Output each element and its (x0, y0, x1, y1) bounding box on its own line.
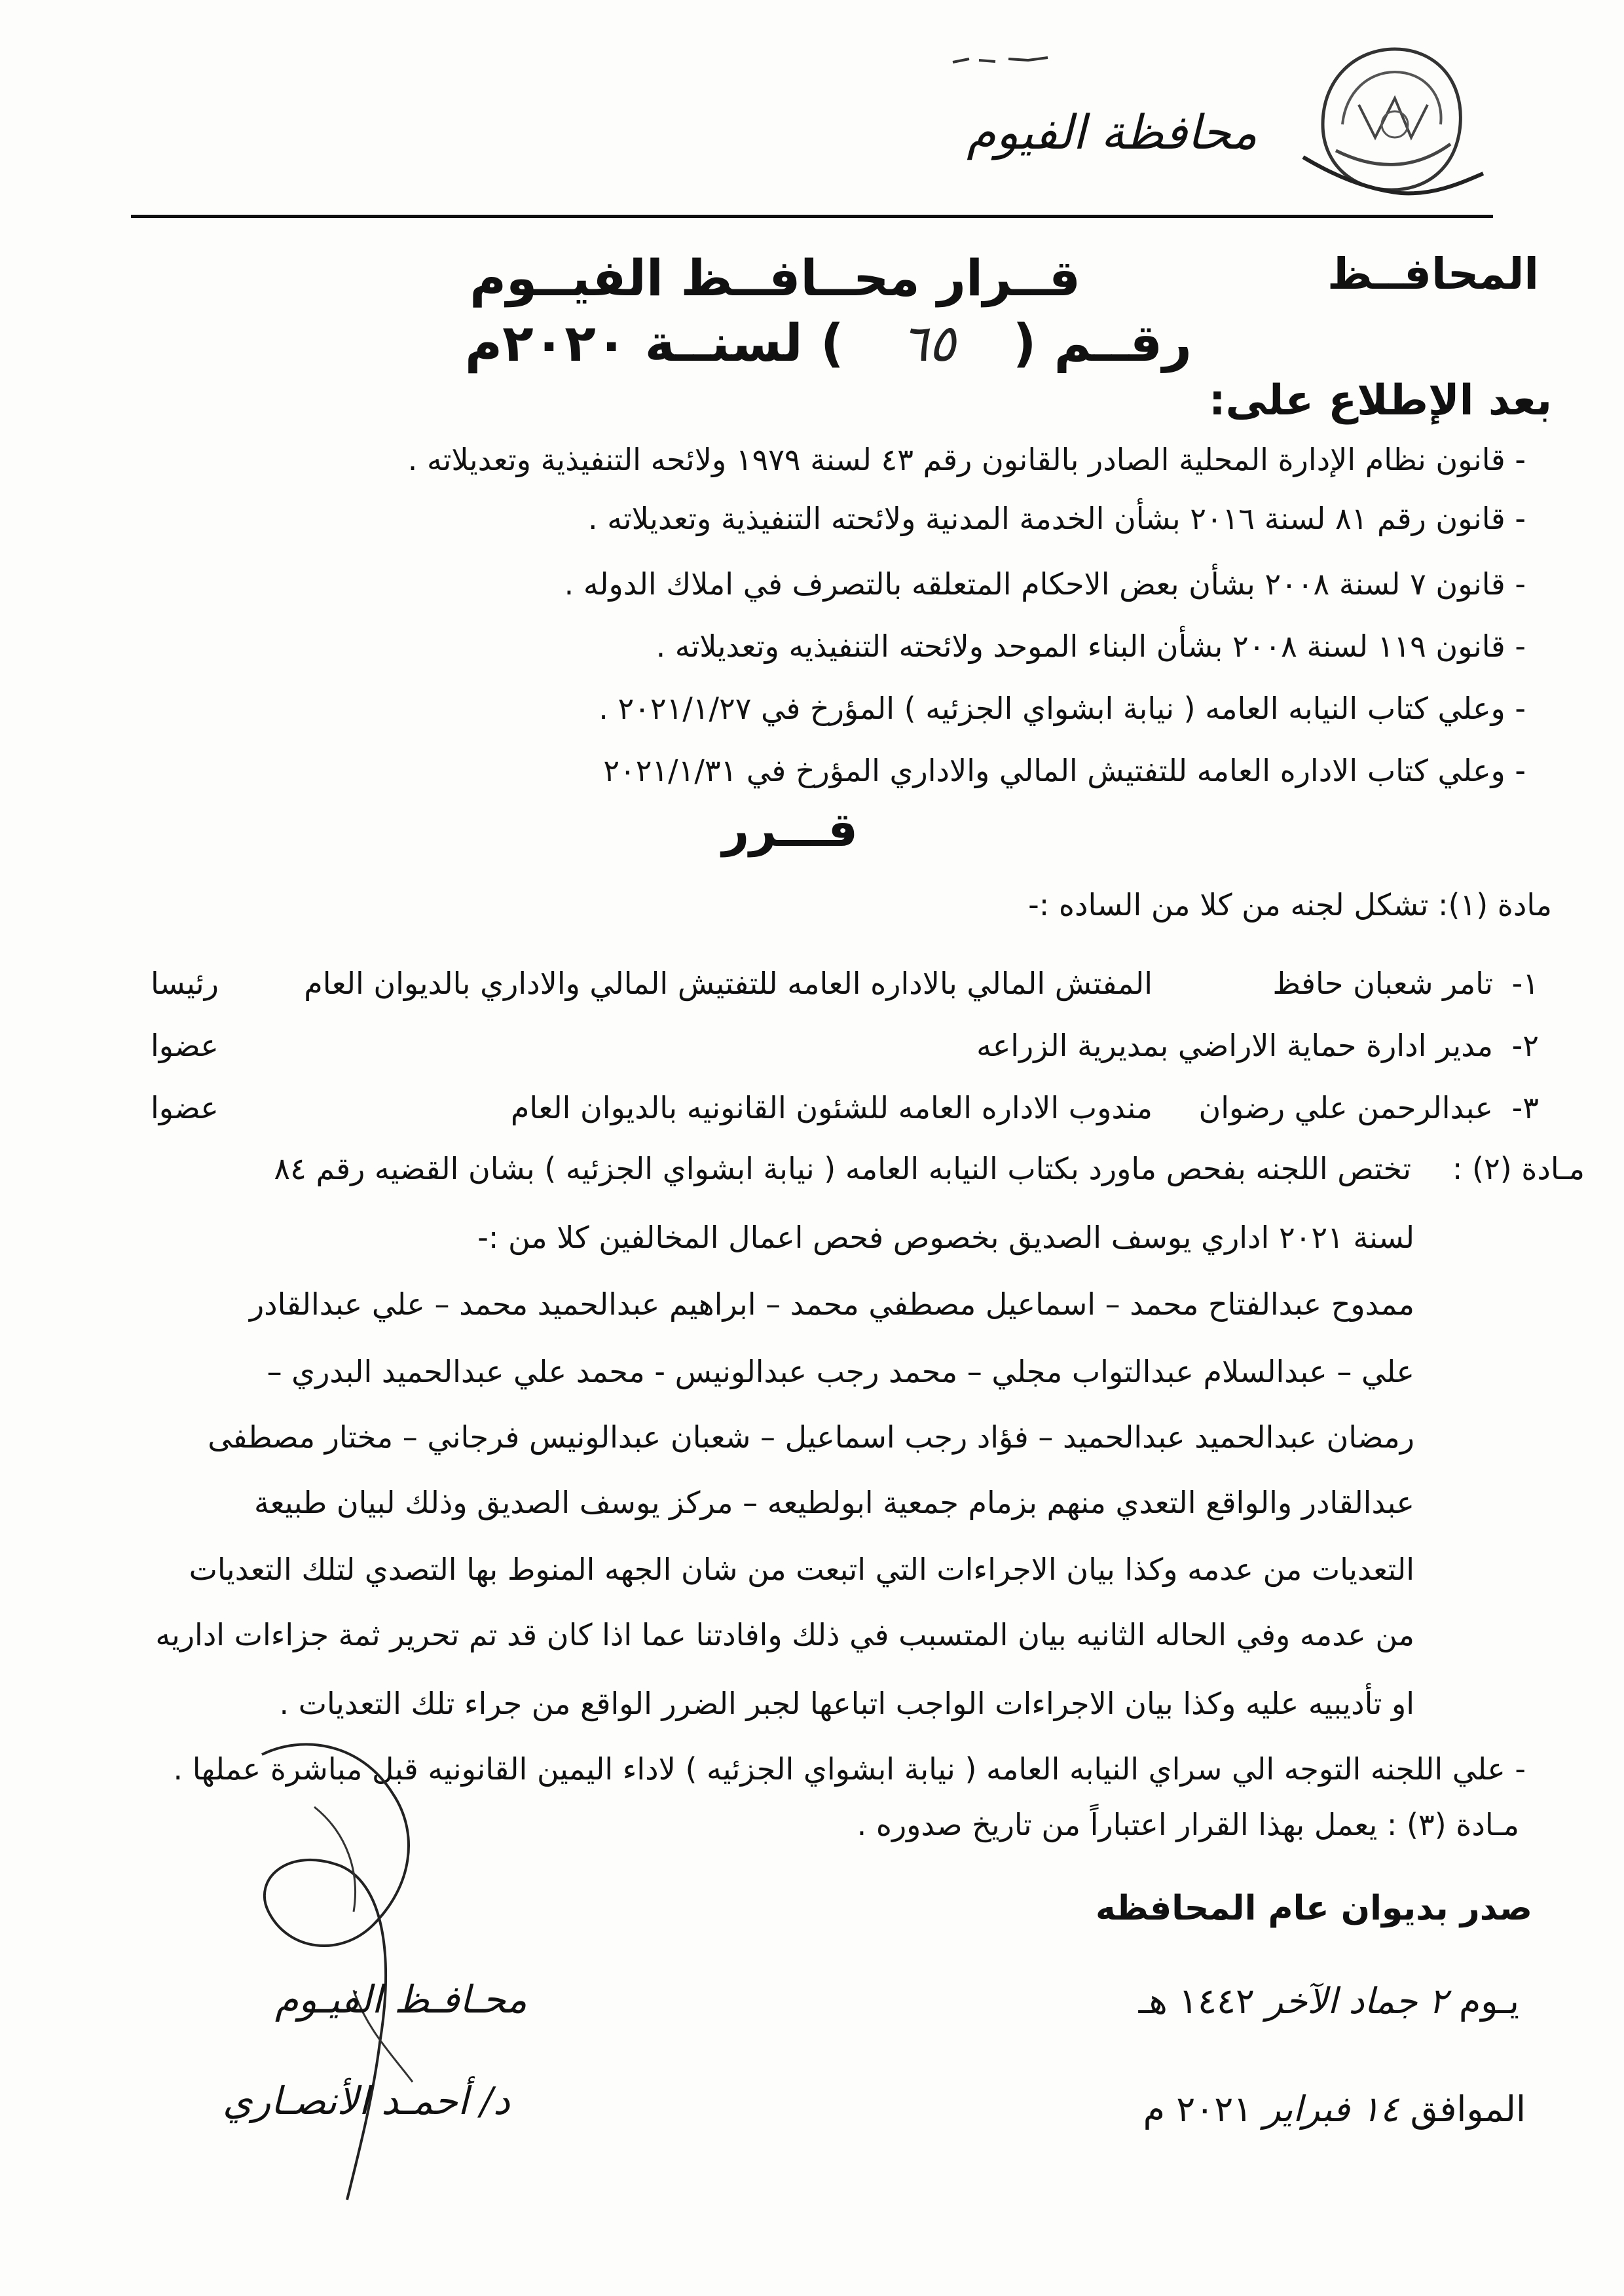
decree-number (465, 314, 1192, 373)
article-2-line: رمضان عبدالحميد عبدالحميد – فؤاد رجب اسماعيل – شعبان عبدالونيس فرجاني – مختار مصطفى (208, 1419, 1414, 1455)
article-2-line: التعديات من عدمه وكذا بيان الاجراءات التي اتبعت من شان الجهه المنوط بها التصدي لتلك التعديات (189, 1552, 1414, 1587)
law-item: - قانون رقم ٨١ لسنة ٢٠١٦ بشأن الخدمة المدنية ولائحته التنفيذية وتعديلاته . (587, 501, 1526, 536)
member-title: مندوب الاداره العامه للشئون القانونيه بالديوان العام (510, 1090, 1153, 1125)
signatory-name: د/ أحمـد الأنصـاري (223, 2079, 510, 2123)
governor-label: المحافــظ (1327, 249, 1539, 299)
law-item: - قانون نظام الإدارة المحلية الصادر بالقانون رقم ٤٣ لسنة ١٩٧٩ ولائحه التنفيذية وتعديلاته . (407, 442, 1526, 477)
top-scribble-mark (950, 46, 1080, 72)
article-2-label: مـادة (٢) : (1452, 1151, 1585, 1186)
article-2-line: تختص اللجنه بفحص ماورد بكتاب النيابه العامه ( نيابة ابشواي الجزئيه ) بشان القضيه رقم ٨٤ (274, 1151, 1411, 1186)
hijri-handwritten: ٢ جماد الآخر (1266, 1980, 1448, 2022)
preamble-heading: بعد الإطلاع على: (1208, 376, 1552, 425)
article-2-line: لسنة ٢٠٢١ اداري يوسف الصديق بخصوص فحص اعمال المخالفين كلا من :- (477, 1220, 1414, 1255)
article-2-line: عبدالقادر والواقع التعدي منهم بزمام جمعية ابولطيعه – مركز يوسف الصديق وذلك لبيان طبيعة (254, 1485, 1414, 1520)
hijri-year: ١٤٤٢ هـ (1138, 1980, 1255, 2022)
day-label: يـوم (1458, 1980, 1519, 2022)
member-title: المفتش المالي بالاداره العامه للتفتيش المالي والاداري بالديوان العام (304, 966, 1153, 1001)
match-label: الموافق (1410, 2088, 1526, 2130)
member-role: عضوا (151, 1028, 219, 1063)
decision-heading: قـــرر (722, 802, 858, 857)
member-number: ٣- (1511, 1090, 1539, 1125)
article-3-text: مـادة (٣) : يعمل بهذا القرار اعتباراً من تاريخ صدوره . (857, 1807, 1519, 1842)
gregorian-date (1143, 2088, 1526, 2130)
law-item: - قانون ٧ لسنة ٢٠٠٨ بشأن بعض الاحكام المتعلقه بالتصرف في املاك الدوله . (564, 566, 1526, 602)
law-item: - وعلي كتاب النيابه العامه ( نيابة ابشواي الجزئيه ) المؤرخ في ٢٠٢١/١/٢٧ . (599, 691, 1526, 726)
governorate-emblem-icon (1297, 26, 1486, 216)
gregorian-handwritten: ١٤ فبراير (1263, 2088, 1399, 2130)
decree-title: قــرار محــافــظ الفيــوم (470, 249, 1080, 307)
article-2-line: من عدمه وفي الحاله الثانيه بيان المتسبب في ذلك وافادتنا عما اذا كان قد تم تحرير ثمة جزاءات اداريه (155, 1617, 1414, 1652)
decree-number-prefix: رقــم ( (1012, 314, 1192, 373)
member-name: تامر شعبان حافظ (1272, 966, 1493, 1001)
governor-signature (196, 1715, 471, 2213)
member-role: رئيسا (151, 966, 219, 1001)
article-2-note: - علي اللجنه التوجه الي سراي النيابه العامه ( نيابة ابشواي الجزئيه ) لاداء اليمين القانونيه قبل مباشرة عملها . (173, 1751, 1526, 1787)
decree-number-suffix: ) لسنــة ٢٠٢٠م (464, 314, 844, 373)
gregorian-year: ٢٠٢١ م (1143, 2088, 1253, 2130)
hijri-date (1139, 1980, 1519, 2022)
signatory-title: محـافـظ الفيـوم (275, 1977, 527, 2022)
decree-number-value: ٦٥ (900, 314, 956, 373)
member-number: ١- (1511, 966, 1539, 1001)
member-name: عبدالرحمن علي رضوان (1198, 1090, 1493, 1125)
article-1-text: مادة (١): تشكل لجنه من كلا من الساده :- (1028, 887, 1552, 922)
header-divider (131, 215, 1493, 218)
law-item: - قانون ١١٩ لسنة ٢٠٠٨ بشأن البناء الموحد ولائحته التنفيذيه وتعديلاته . (655, 629, 1526, 664)
member-number: ٢- (1511, 1028, 1539, 1063)
governorate-name: محافظة الفيوم (967, 105, 1257, 160)
article-2-line: او تأديبيه عليه وكذا بيان الاجراءات الواجب اتباعها لجبر الضرر الواقع من جراء تلك التعديات . (279, 1686, 1414, 1721)
article-2-line: علي – عبدالسلام عبدالتواب مجلي – محمد رجب عبدالونيس - محمد علي عبدالحميد البدري – (267, 1354, 1414, 1389)
member-role: عضوا (151, 1090, 219, 1125)
law-item: - وعلي كتاب الاداره العامه للتفتيش المالي والاداري المؤرخ في ٢٠٢١/١/٣١ (603, 753, 1526, 788)
article-2-line: ممدوح عبدالفتاح محمد – اسماعيل مصطفي محمد – ابراهيم عبدالحميد محمد – علي عبدالقادر (249, 1286, 1414, 1322)
member-name: مدير ادارة حماية الاراضي بمديرية الزراعه (976, 1028, 1493, 1063)
issued-at: صدر بديوان عام المحافظه (1095, 1889, 1532, 1928)
